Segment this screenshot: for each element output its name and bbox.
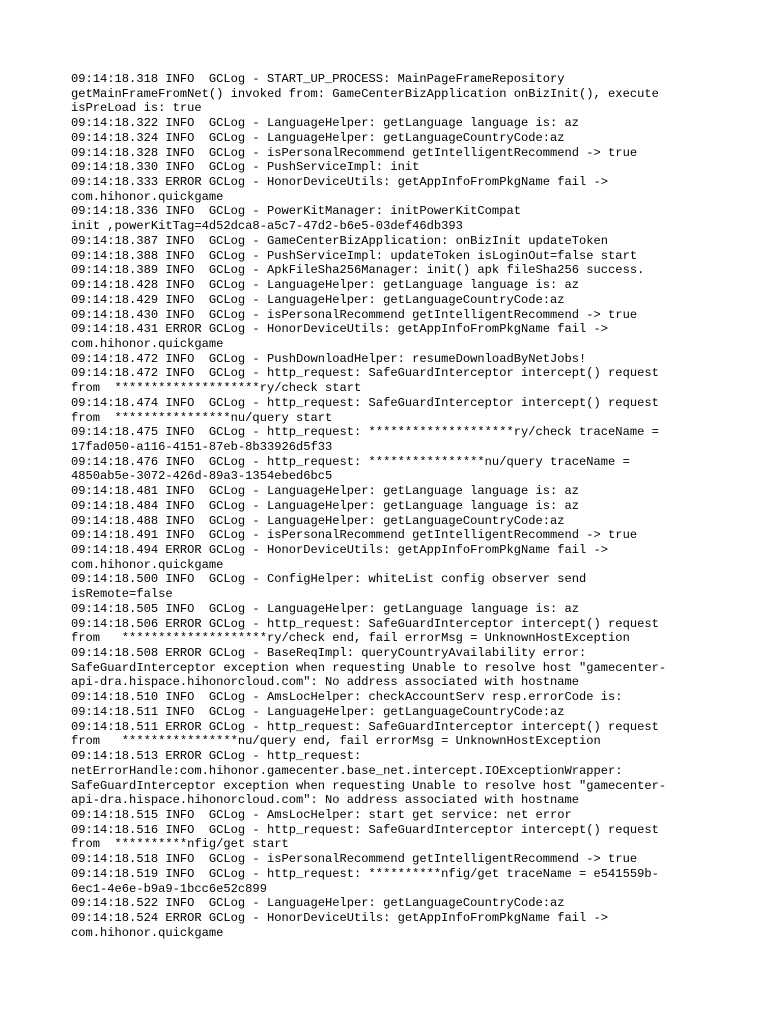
log-line: from **********nfig/get start: [71, 837, 289, 852]
log-line: 09:14:18.508 ERROR GCLog - BaseReqImpl: queryCountryAvailability error:: [71, 646, 587, 661]
log-line: 09:14:18.472 INFO GCLog - PushDownloadHelper: resumeDownloadByNetJobs!: [71, 351, 587, 366]
log-line: 09:14:18.506 ERROR GCLog - http_request: SafeGuardInterceptor intercept() request: [71, 616, 659, 631]
log-line: 09:14:18.494 ERROR GCLog - HonorDeviceUtils: getAppInfoFromPkgName fail ->: [71, 543, 609, 557]
log-line: 09:14:18.519 INFO GCLog - http_request: **********nfig/get traceName = e541559b-: [71, 866, 659, 881]
log-line: 09:14:18.322 INFO GCLog - LanguageHelper: getLanguage language is: az: [71, 116, 580, 131]
log-line: 09:14:18.333 ERROR GCLog - HonorDeviceUtils: getAppInfoFromPkgName fail ->: [71, 175, 609, 190]
log-line: 09:14:18.500 INFO GCLog - ConfigHelper: whiteList config observer send: [71, 572, 587, 587]
log-line: 09:14:18.430 INFO GCLog - isPersonalRecommend getIntelligentRecommend -> true: [71, 307, 638, 322]
log-line: com.hihonor.quickgame: [71, 557, 224, 572]
log-line: 09:14:18.522 INFO GCLog - LanguageHelper: getLanguageCountryCode:az: [71, 896, 565, 911]
log-line: 09:14:18.516 INFO GCLog - http_request: SafeGuardInterceptor intercept() request: [71, 822, 659, 837]
log-line: isRemote=false: [71, 587, 173, 602]
log-line: 09:14:18.324 INFO GCLog - LanguageHelper: getLanguageCountryCode:az: [71, 130, 565, 145]
log-line: 09:14:18.505 INFO GCLog - LanguageHelper: getLanguage language is: az: [71, 601, 580, 616]
log-line: 09:14:18.510 INFO GCLog - AmsLocHelper: checkAccountServ resp.errorCode is:: [71, 690, 623, 705]
log-line: 17fad050-a116-4151-87eb-8b33926d5f33: [71, 439, 333, 454]
log-line: netErrorHandle:com.hihonor.gamecenter.base_net.intercept.IOExceptionWrapper:: [71, 763, 623, 778]
log-line: 09:14:18.387 INFO GCLog - GameCenterBizApplication: onBizInit updateToken: [71, 233, 609, 248]
log-line: SafeGuardInterceptor exception when requesting Unable to resolve host "gamecenter-: [71, 660, 667, 675]
log-line: 09:14:18.518 INFO GCLog - isPersonalRecommend getIntelligentRecommend -> true: [71, 852, 638, 867]
log-line: 09:14:18.318 INFO GCLog - START_UP_PROCESS: MainPageFrameRepository: [71, 72, 565, 86]
log-line: 09:14:18.488 INFO GCLog - LanguageHelper: getLanguageCountryCode:az: [71, 513, 565, 528]
log-line: 09:14:18.388 INFO GCLog - PushServiceImpl: updateToken isLoginOut=false start: [71, 248, 638, 263]
log-line: 09:14:18.336 INFO GCLog - PowerKitManager: initPowerKitCompat: [71, 204, 521, 219]
log-line: 09:14:18.472 INFO GCLog - http_request: SafeGuardInterceptor intercept() request: [71, 366, 659, 381]
log-line: getMainFrameFromNet() invoked from: GameCenterBizApplication onBizInit(), execute: [71, 86, 659, 101]
log-line: 09:14:18.476 INFO GCLog - http_request: ****************nu/query traceName =: [71, 454, 630, 469]
log-line: from ********************ry/check start: [71, 381, 362, 396]
log-line: 4850ab5e-3072-426d-89a3-1354ebed6bc5: [71, 469, 333, 484]
log-line: 09:14:18.475 INFO GCLog - http_request: ********************ry/check traceName =: [71, 425, 659, 440]
log-line: 09:14:18.429 INFO GCLog - LanguageHelper: getLanguageCountryCode:az: [71, 292, 565, 307]
log-line: 09:14:18.484 INFO GCLog - LanguageHelper: getLanguage language is: az: [71, 498, 580, 513]
log-text-block: [71, 72, 711, 940]
log-line: com.hihonor.quickgame: [71, 189, 224, 204]
log-line: from ****************nu/query start: [71, 410, 333, 425]
log-line: 09:14:18.330 INFO GCLog - PushServiceImpl: init: [71, 160, 420, 175]
log-line: from ****************nu/query end, fail errorMsg = UnknownHostException: [71, 734, 601, 749]
log-line: 09:14:18.431 ERROR GCLog - HonorDeviceUtils: getAppInfoFromPkgName fail ->: [71, 322, 609, 337]
log-line: init ,powerKitTag=4d52dca8-a5c7-47d2-b6e5-03def46db393: [71, 219, 463, 234]
log-line: SafeGuardInterceptor exception when requesting Unable to resolve host "gamecenter-: [71, 778, 667, 793]
log-line: com.hihonor.quickgame: [71, 925, 224, 940]
log-line: from ********************ry/check end, fail errorMsg = UnknownHostException: [71, 631, 630, 646]
log-line: 09:14:18.513 ERROR GCLog - http_request:: [71, 749, 362, 764]
log-line: 09:14:18.389 INFO GCLog - ApkFileSha256Manager: init() apk fileSha256 success.: [71, 263, 645, 278]
log-line: api-dra.hispace.hihonorcloud.com": No address associated with hostname: [71, 793, 580, 808]
log-line: 6ec1-4e6e-b9a9-1bcc6e52c899: [71, 881, 267, 896]
log-line: com.hihonor.quickgame: [71, 336, 224, 351]
log-line: api-dra.hispace.hihonorcloud.com": No address associated with hostname: [71, 675, 580, 690]
log-line: 09:14:18.474 INFO GCLog - http_request: SafeGuardInterceptor intercept() request: [71, 395, 659, 410]
log-line: 09:14:18.491 INFO GCLog - isPersonalRecommend getIntelligentRecommend -> true: [71, 528, 638, 543]
log-line: 09:14:18.515 INFO GCLog - AmsLocHelper: start get service: net error: [71, 807, 572, 822]
log-line: 09:14:18.428 INFO GCLog - LanguageHelper: getLanguage language is: az: [71, 278, 580, 293]
log-line: 09:14:18.511 ERROR GCLog - http_request: SafeGuardInterceptor intercept() request: [71, 719, 659, 734]
log-line: 09:14:18.524 ERROR GCLog - HonorDeviceUtils: getAppInfoFromPkgName fail ->: [71, 910, 609, 925]
log-line: 09:14:18.328 INFO GCLog - isPersonalRecommend getIntelligentRecommend -> true: [71, 145, 638, 160]
log-line: isPreLoad is: true: [71, 101, 202, 116]
log-line: 09:14:18.511 INFO GCLog - LanguageHelper: getLanguageCountryCode:az: [71, 704, 565, 719]
log-line: 09:14:18.481 INFO GCLog - LanguageHelper: getLanguage language is: az: [71, 484, 580, 499]
